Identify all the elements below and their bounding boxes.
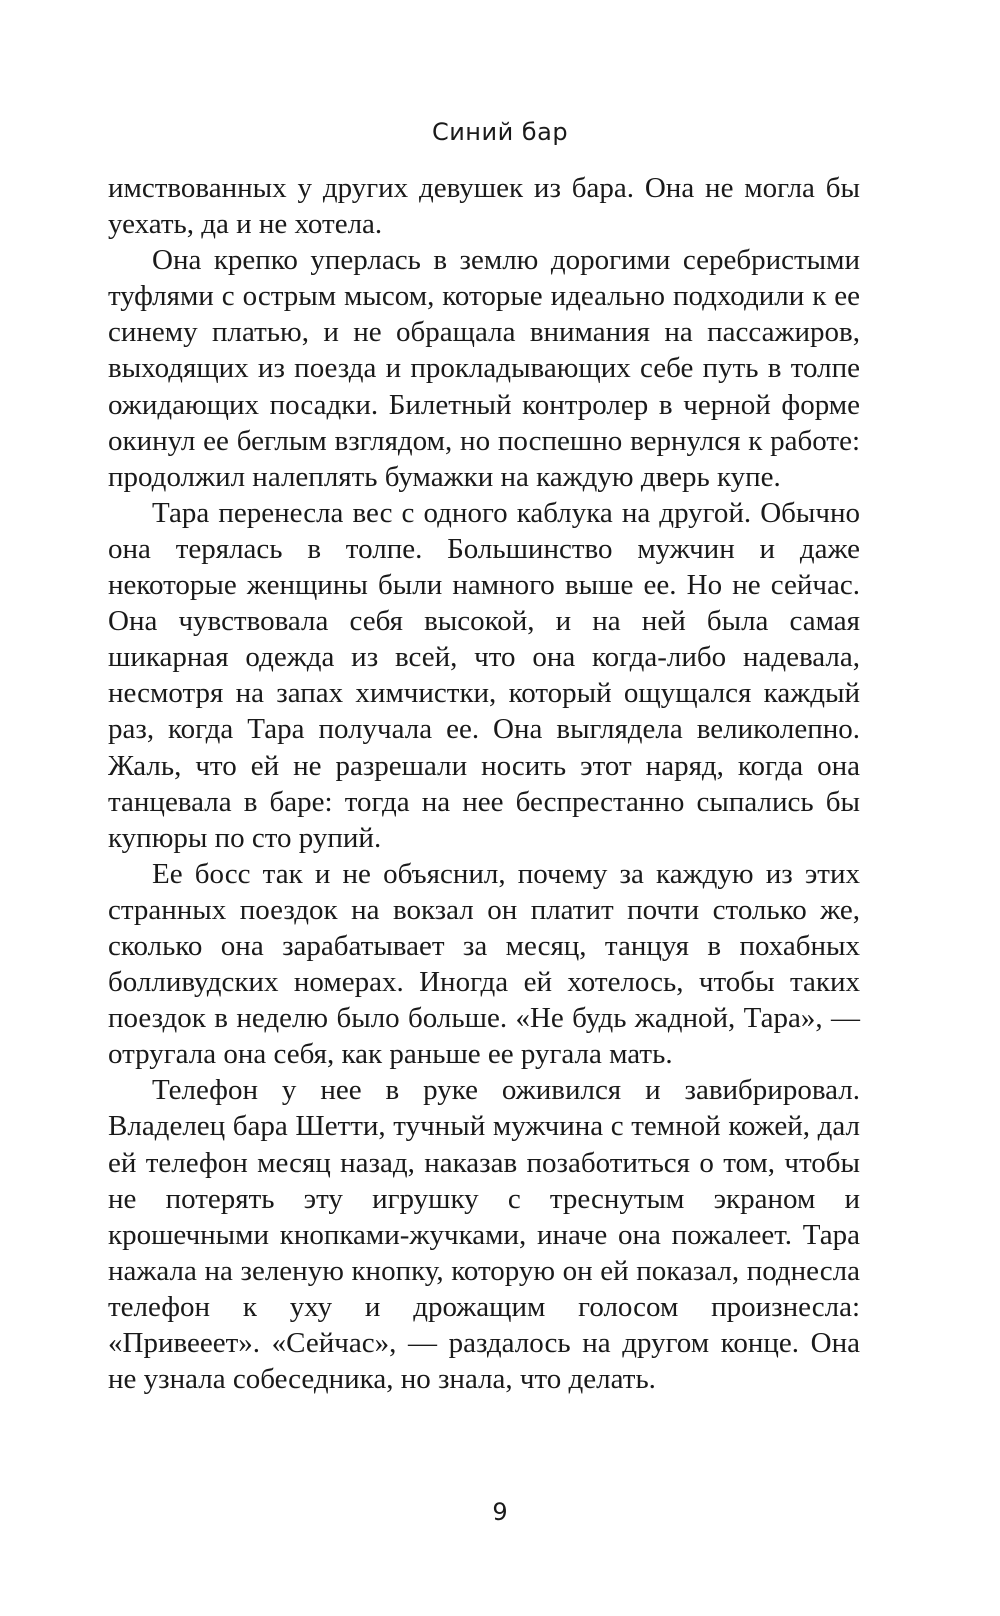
paragraph: Ее босс так и не объяснил, почему за каждую из этих странных поездок на вокзал он платит почти столько же, сколько она зарабатывает за месяц, танцуя в похабных болливудских номерах. Иногда ей хотелось, чтобы таких поездок в неделю было больше. «Не будь жадной, Тара», — отругала она себя, как раньше ее ругала мать.	[108, 857, 860, 1071]
paragraph: Телефон у нее в руке оживился и завибрировал. Владелец бара Шетти, тучный мужчина с темной кожей, дал ей телефон месяц назад, наказав позаботиться о том, чтобы не потерять эту игрушку с треснутым экраном и крошечными кнопками-жучками, иначе она пожалеет. Тара нажала на зеленую кнопку, которую он ей показал, поднесла телефон к уху и дрожащим голосом произнесла: «Привееет». «Сейчас», — раздалось на другом конце. Она не узнала собеседника, но знала, что делать.	[108, 1074, 860, 1396]
page-number: 9	[492, 1498, 508, 1526]
paragraph: Она крепко уперлась в землю дорогими серебристыми туфлями с острым мысом, которые идеально подходили к ее синему платью, и не обращала внимания на пассажиров, выходящих из поезда и прокладывающих себе путь в толпе ожидающих посадки. Билетный контролер в черной форме окинул ее беглым взглядом, но поспешно вернулся к работе: продолжил налеплять бумажки на каждую дверь купе.	[108, 244, 860, 493]
paragraph-continuation: имствованных у других девушек из бара. Она не могла бы уехать, да и не хотела.	[108, 172, 860, 241]
body-text	[108, 170, 860, 1397]
paragraph: Тара перенесла вес с одного каблука на другой. Обычно она терялась в толпе. Большинство мужчин и даже некоторые женщины были намного выше ее. Но не сейчас. Она чувствовала себя высокой, и на ней была самая шикарная одежда из всей, что она когда-либо надевала, несмотря на запах химчистки, который ощущался каждый раз, когда Тара получала ее. Она выглядела великолепно. Жаль, что ей не разрешали носить этот наряд, когда она танцевала в баре: тогда на нее беспрестанно сыпались бы купюры по сто рупий.	[108, 496, 860, 854]
running-head: Синий бар	[431, 118, 569, 146]
